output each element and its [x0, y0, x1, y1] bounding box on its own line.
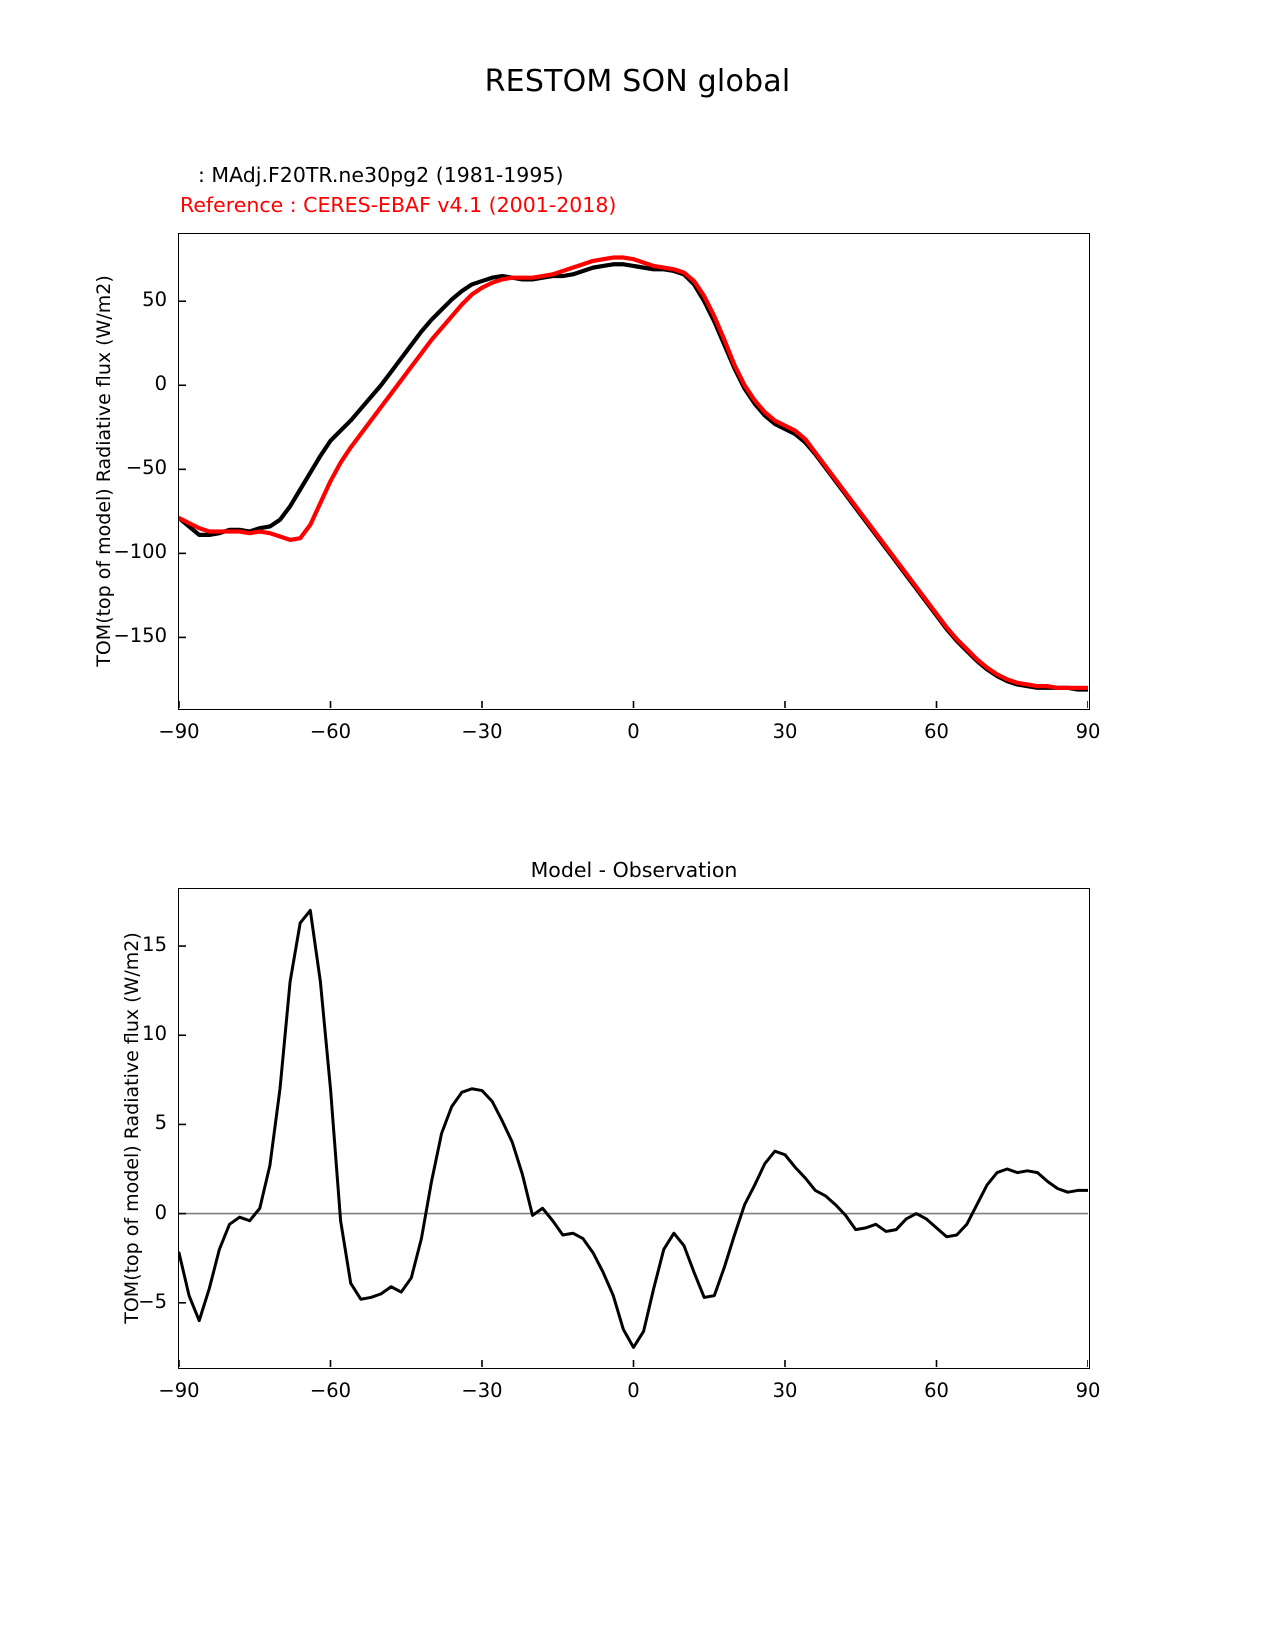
- legend-reference-entry: Reference : CERES-EBAF v4.1 (2001-2018): [180, 193, 617, 217]
- x-axis-tick-label: 90: [1075, 1379, 1101, 1402]
- legend: [180, 160, 1080, 220]
- data-series-line: [179, 264, 1088, 689]
- x-axis-tick-label: −90: [158, 720, 200, 743]
- y-axis-tick-label: −50: [125, 456, 167, 480]
- x-axis-tick-label: 30: [772, 1379, 798, 1402]
- figure-title: RESTOM SON global: [484, 64, 791, 99]
- y-axis-tick-label: 50: [142, 288, 167, 312]
- y-axis-tick-label: 5: [154, 1111, 167, 1135]
- data-series-line: [179, 910, 1088, 1347]
- x-axis-tick-label: 60: [924, 720, 949, 743]
- x-axis-tick-label: 0: [627, 1379, 640, 1402]
- x-axis-tick-label: −60: [309, 720, 352, 743]
- bottom-panel-ylabel: TOM(top of model) Radiative flux (W/m2): [121, 932, 143, 1324]
- y-axis-tick-label: 10: [142, 1022, 167, 1046]
- data-series-line: [179, 258, 1088, 688]
- y-axis-tick-label: 0: [154, 372, 167, 396]
- x-axis-tick-label: 90: [1075, 720, 1101, 743]
- bottom-panel-title: Model - Observation: [530, 858, 738, 882]
- y-axis-tick-label: −150: [113, 624, 167, 648]
- y-axis-tick-label: −5: [138, 1289, 167, 1313]
- x-axis-tick-label: 0: [627, 720, 640, 743]
- x-axis-tick-label: 30: [772, 720, 798, 743]
- legend-model-entry: : MAdj.F20TR.ne30pg2 (1981-1995): [198, 163, 564, 187]
- x-axis-tick-label: −30: [461, 1379, 503, 1402]
- bottom-panel-plot: [179, 889, 1088, 1367]
- top-panel-axes: [178, 233, 1090, 710]
- x-axis-tick-label: −90: [158, 1379, 200, 1402]
- x-axis-tick-label: −60: [309, 1379, 352, 1402]
- y-axis-tick-label: 15: [142, 933, 167, 957]
- y-axis-tick-label: −100: [113, 540, 167, 564]
- x-axis-tick-label: 60: [924, 1379, 949, 1402]
- bottom-panel-axes: [178, 888, 1090, 1369]
- x-axis-tick-label: −30: [461, 720, 503, 743]
- top-panel-plot: [179, 234, 1088, 708]
- y-axis-tick-label: 0: [154, 1200, 167, 1224]
- top-panel-ylabel: TOM(top of model) Radiative flux (W/m2): [93, 275, 115, 667]
